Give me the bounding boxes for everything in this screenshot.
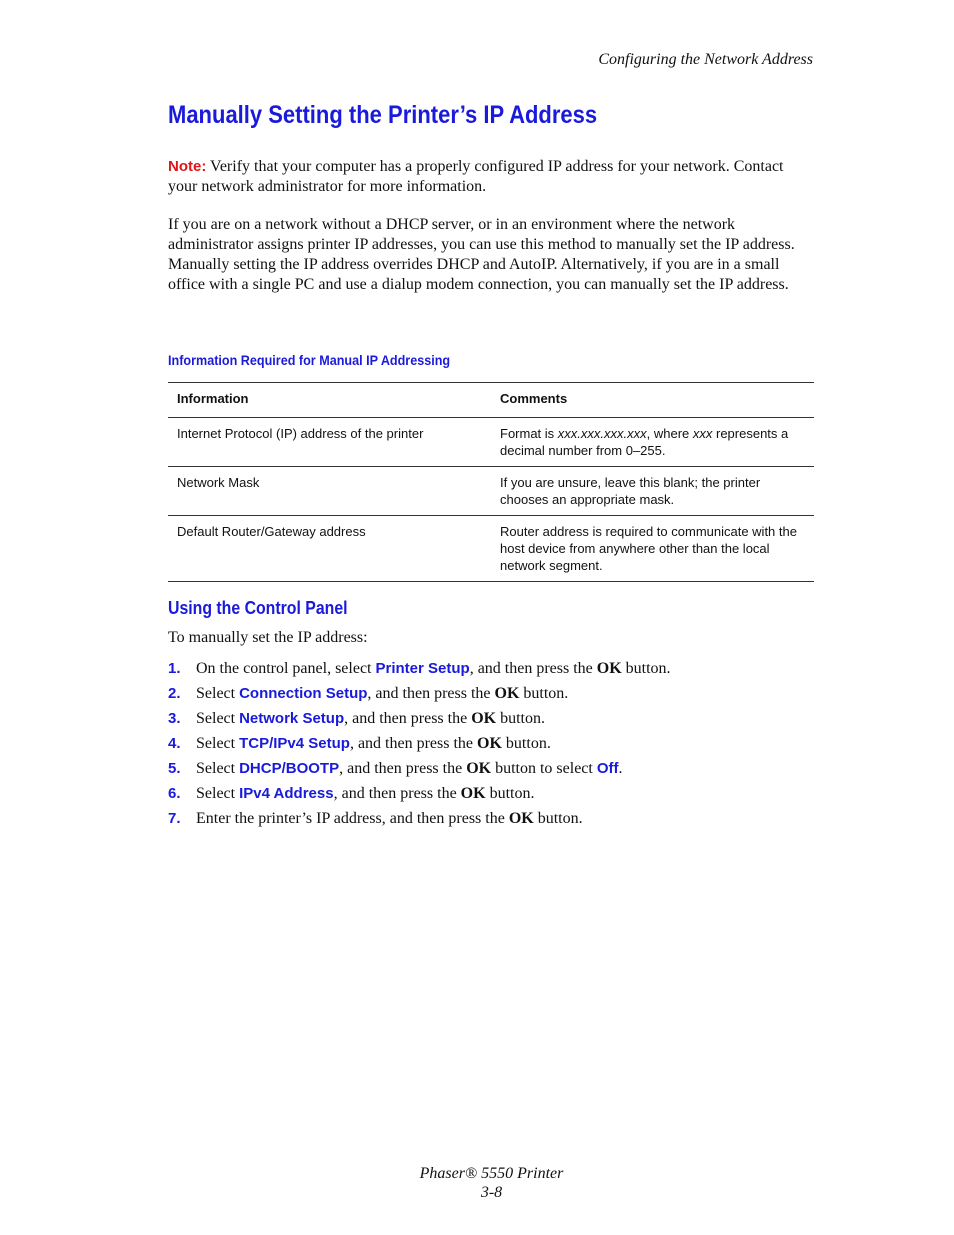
ip-info-table [168,382,814,582]
menu-item-name: Connection Setup [239,685,368,702]
step-text: button. [519,685,569,702]
table-row [168,418,814,467]
step-item [168,684,814,709]
step-text: . [618,760,623,777]
step-text: Select [196,785,240,802]
note-paragraph [168,157,814,197]
page-footer [0,1164,954,1202]
ok-button-name: OK [477,735,502,752]
table-cell-info: Default Router/Gateway address [168,516,491,582]
ip-format: xxx.xxx.xxx.xxx [557,426,647,441]
step-text: Select [196,710,240,727]
footer-product: Phaser® 5550 Printer [419,1165,564,1182]
step-text: button. [501,735,551,752]
menu-item-name: IPv4 Address [239,785,334,802]
step-text: On the control panel, select [196,660,376,677]
table-cell-comment: Router address is required to communicate with the host device from anywhere other than the local network segment. [491,516,814,582]
step-text: , and then press the [367,685,495,702]
ok-button-name: OK [460,785,486,802]
step-item [168,709,814,734]
ok-button-name: OK [508,810,534,827]
menu-item-name: Network Setup [239,710,345,727]
step-text: button. [485,785,535,802]
table-row [168,467,814,516]
step-number: 7. [168,810,181,827]
table-row [168,516,814,582]
step-text: , and then press the [381,810,509,827]
section-heading: Using the Control Panel [168,598,348,618]
comment-text: , where [646,426,693,441]
step-number: 5. [168,760,181,777]
step-text: Select [196,735,240,752]
step-number: 2. [168,685,181,702]
table-cell-info: Network Mask [168,467,491,516]
column-header-information: Information [168,383,491,418]
steps-list [168,659,814,834]
steps-intro: To manually set the IP address: [168,629,368,646]
step-text: , and then press the [344,710,472,727]
step-item [168,809,814,834]
note-text: Verify that your computer has a properly configured IP address for your network. Contact your network administrator for more information. [168,158,784,195]
step-text: Select [196,760,240,777]
page-title: Manually Setting the Printer’s IP Address [168,101,598,129]
running-header: Configuring the Network Address [598,51,813,68]
menu-option-name: Off [596,760,619,777]
table-caption: Information Required for Manual IP Addressing [168,352,451,368]
step-text: , and then press the [349,735,478,752]
table-cell-comment [491,418,814,467]
ok-button-name: OK [596,660,622,677]
menu-item-name: DHCP/BOOTP [239,760,340,777]
step-text: button to select [491,760,597,777]
step-number: 4. [168,735,181,752]
ok-button-name: OK [494,685,520,702]
step-text: button. [621,660,671,677]
table-cell-info: Internet Protocol (IP) address of the printer [168,418,491,467]
step-number: 3. [168,710,181,727]
step-number: 6. [168,785,181,802]
step-text: button. [496,710,545,727]
step-text: , and then press the [333,785,461,802]
step-text: , and then press the [339,760,467,777]
comment-text: represents a decimal number from 0–255. [500,426,789,458]
ok-button-name: OK [466,760,492,777]
step-number: 1. [168,660,181,677]
ok-button-name: OK [471,710,497,727]
footer-page-number: 3-8 [480,1184,503,1201]
menu-item-name: TCP/IPv4 Setup [239,735,350,752]
format-variable: xxx [692,426,713,441]
step-item [168,784,814,809]
step-item [168,659,814,684]
step-item [168,734,814,759]
table-header-row [168,383,814,418]
step-text: button. [533,810,583,827]
comment-text: Format is [500,426,558,441]
menu-item-name: Printer Setup [375,660,470,677]
step-text: Enter the printer’s IP address [196,810,382,827]
intro-paragraph: If you are on a network without a DHCP server, or in an environment where the network administrator assigns printer IP addresses, you can use this method to manually set the IP address. Manually setting the IP address overrides DHCP and AutoIP. Alternatively, if you are in a small office with a single PC and use a dialup modem connection, you can manually set the IP address. [168,216,795,293]
step-text: Select [196,685,240,702]
step-text: , and then press the [469,660,597,677]
table-cell-comment: If you are unsure, leave this blank; the printer chooses an appropriate mask. [491,467,814,516]
note-label: Note: [168,158,207,175]
step-item [168,759,814,784]
column-header-comments: Comments [491,383,814,418]
